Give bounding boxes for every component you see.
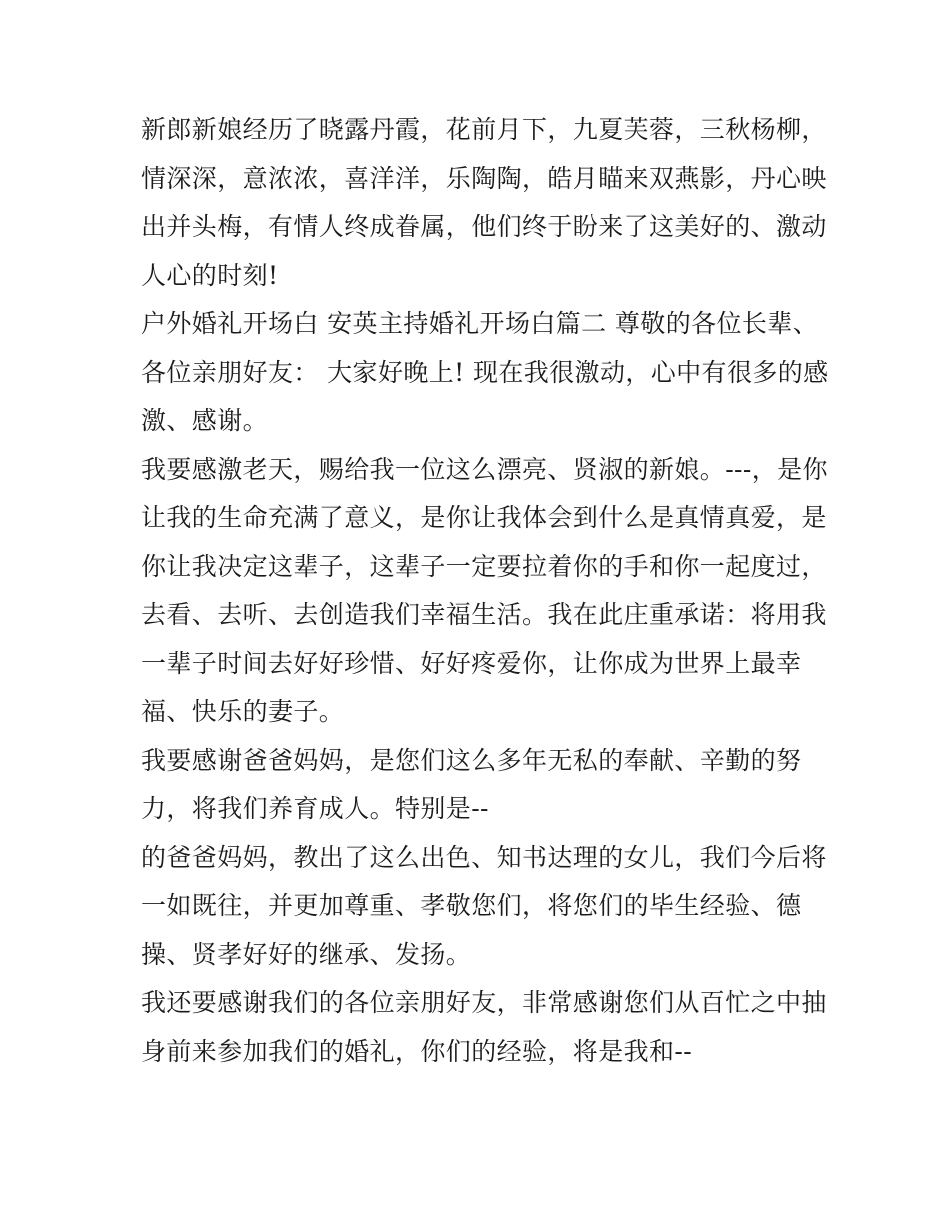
document-body: [141, 106, 829, 1076]
text-line: 情深深，意浓浓，喜洋洋，乐陶陶，皓月瞄来双燕影，丹心映: [141, 163, 827, 193]
text-line: 户外婚礼开场白 安英主持婚礼开场白篇二 尊敬的各位长辈、: [141, 309, 819, 338]
text-line: 去看、去听、去创造我们幸福生活。我在此庄重承诺：将用我: [141, 600, 827, 629]
text-line: 一如既往，并更加尊重、孝敬您们，将您们的毕生经验、德: [141, 891, 802, 920]
text-line: 我还要感谢我们的各位亲朋好友，非常感谢您们从百忙之中抽: [141, 988, 827, 1017]
text-line: 各位亲朋好友： 大家好晚上! 现在我很激动，心中有很多的感: [141, 357, 829, 387]
text-line: 我要感激老天，赐给我一位这么漂亮、贤淑的新娘。---，是你: [141, 454, 828, 484]
text-line: 福、快乐的妻子。: [141, 697, 345, 726]
text-line: 新郎新娘经历了晓露丹霞，花前月下，九夏芙蓉，三秋杨柳，: [141, 115, 827, 144]
text-line: 让我的生命充满了意义，是你让我体会到什么是真情真爱，是: [141, 503, 827, 532]
text-line: 身前来参加我们的婚礼，你们的经验，将是我和--: [141, 1036, 693, 1066]
text-line: 激、感谢。: [141, 406, 269, 435]
text-line: 操、贤孝好好的继承、发扬。: [141, 939, 472, 969]
text-line: 的爸爸妈妈，教出了这么出色、知书达理的女儿，我们今后将: [141, 842, 827, 872]
text-line: 一辈子时间去好好珍惜、好好疼爱你，让你成为世界上最幸: [141, 648, 802, 678]
text-line: 我要感谢爸爸妈妈，是您们这么多年无私的奉献、辛勤的努: [141, 745, 802, 775]
text-line: 力，将我们养育成人。特别是--: [141, 794, 489, 823]
text-line: 人心的时刻!: [141, 260, 279, 290]
text-line: 你让我决定这辈子，这辈子一定要拉着你的手和你一起度过，: [141, 551, 827, 581]
text-line: 出并头梅，有情人终成眷属，他们终于盼来了这美好的、激动: [141, 212, 827, 241]
